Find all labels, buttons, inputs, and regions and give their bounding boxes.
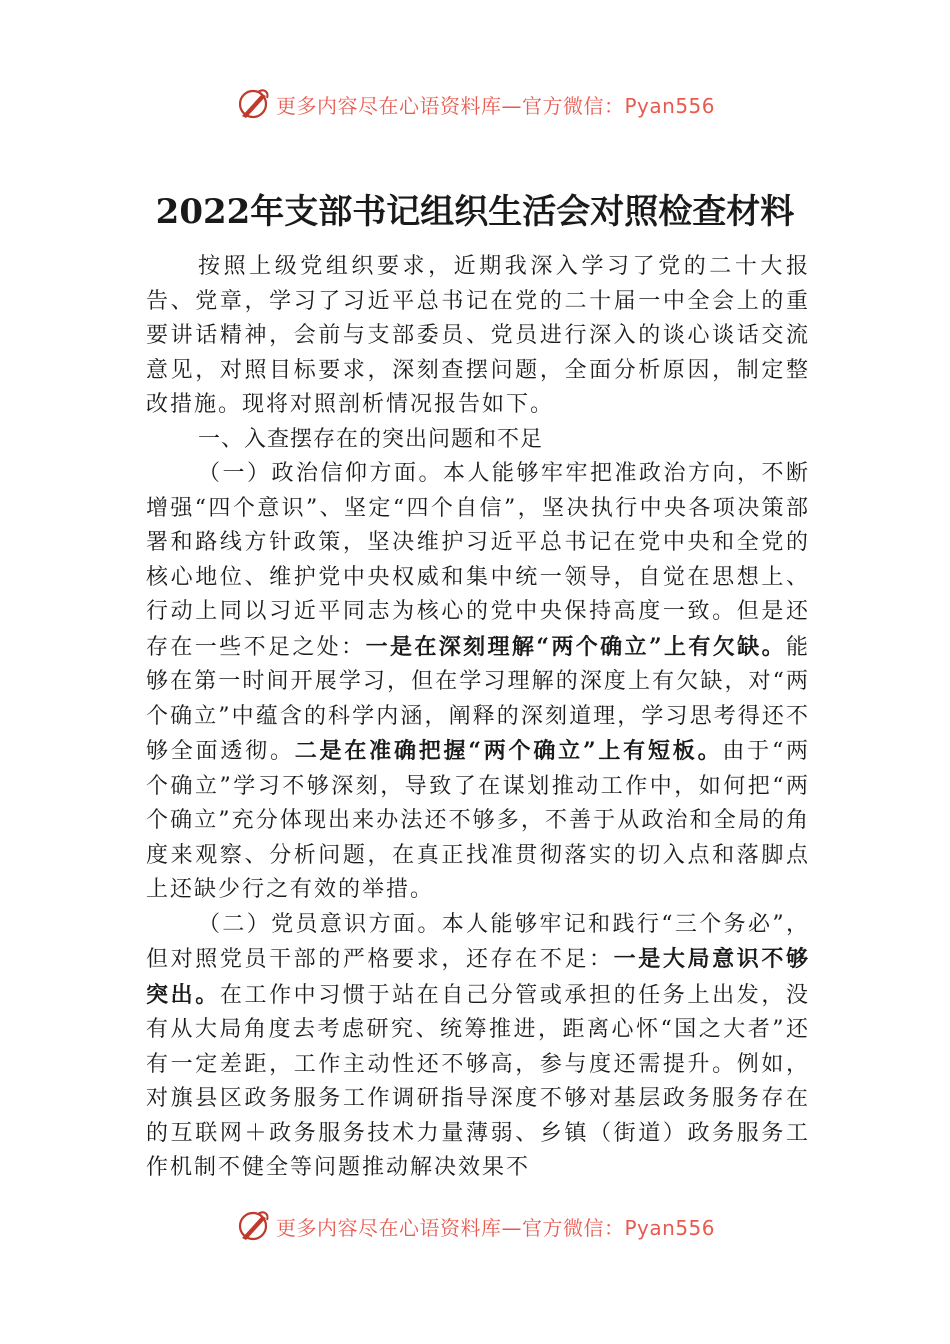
intro-paragraph: 按照上级党组织要求，近期我深入学习了党的二十大报告、党章，学习了习近平总书记在党的二十届一中全会上的重要讲话精神，会前与支部委员、党员进行深入的谈心谈话交流意见，对照目标要求，深刻查摆问题，全面分析原因，制定整改措施。现将对照剖析情况报告如下。 <box>146 254 810 417</box>
text-segment: 由于“两个确立”学习不够深刻，导致了在谋划推动工作中，如何把“两个确立”充分体现出来办法还不够多，不善于从政治和全局的角度来观察、分析问题，在真正找准贯彻落实的切入点和落脚点上还缺少行之有效的举措。 <box>146 739 810 902</box>
bold-point: 二是在准确把握“两个确立”上有短板。 <box>294 738 723 764</box>
bold-point: 一是大局意识不够突出。 <box>146 946 810 1008</box>
paragraph-political-belief <box>146 457 810 908</box>
footer-text: 更多内容尽在心语资料库—官方微信：Pyan556 <box>276 1215 716 1240</box>
pen-logo-icon <box>236 86 272 122</box>
text-segment: 在工作中习惯于站在自己分管或承担的任务上出发，没有从大局角度去考虑研究、统筹推进，距离心怀“国之大者”还有一定差距，工作主动性还不够高，参与度还需提升。例如，对旗县区政务服务工作调研指导深度不够对基层政务服务存在的互联网＋政务服务技术力量薄弱、乡镇（街道）政务服务工作机制不健全等问题推动解决效果不 <box>146 982 810 1180</box>
document-body <box>146 250 810 1186</box>
section-heading: 一、入查摆存在的突出问题和不足 <box>198 426 544 452</box>
text-segment: 能够在第一时间开展学习，但在学习理解的深度上有欠缺，对“两个确立”中蕴含的科学内涵，阐释的深刻道理，学习思考得还不够全面透彻。 <box>146 634 810 764</box>
bold-point: 一是在深刻理解“两个确立”上有欠缺。 <box>365 633 786 660</box>
header-text: 更多内容尽在心语资料库—官方微信：Pyan556 <box>276 93 716 118</box>
text-segment: （一）政治信仰方面。本人能够牢牢把准政治方向，不断增强“四个意识”、坚定“四个自信”，坚决执行中央各项决策部署和路线方针政策，坚决维护习近平总书记在党中央和全党的核心地位、维护党中央权威和集中统一领导，自觉在思想上、行动上同以习近平同志为核心的党中央保持高度一致。但是还存在一些不足之处： <box>146 461 810 660</box>
footer-watermark <box>236 1206 715 1246</box>
document-title: 2022年支部书记组织生活会对照检查材料 <box>155 192 795 232</box>
text-segment: （二）党员意识方面。本人能够牢记和践行“三个务必”，但对照党员干部的严格要求，还存在不足： <box>146 911 810 972</box>
header-watermark <box>236 84 715 124</box>
paragraph-party-awareness <box>146 908 810 1186</box>
pen-logo-icon <box>236 1208 272 1244</box>
